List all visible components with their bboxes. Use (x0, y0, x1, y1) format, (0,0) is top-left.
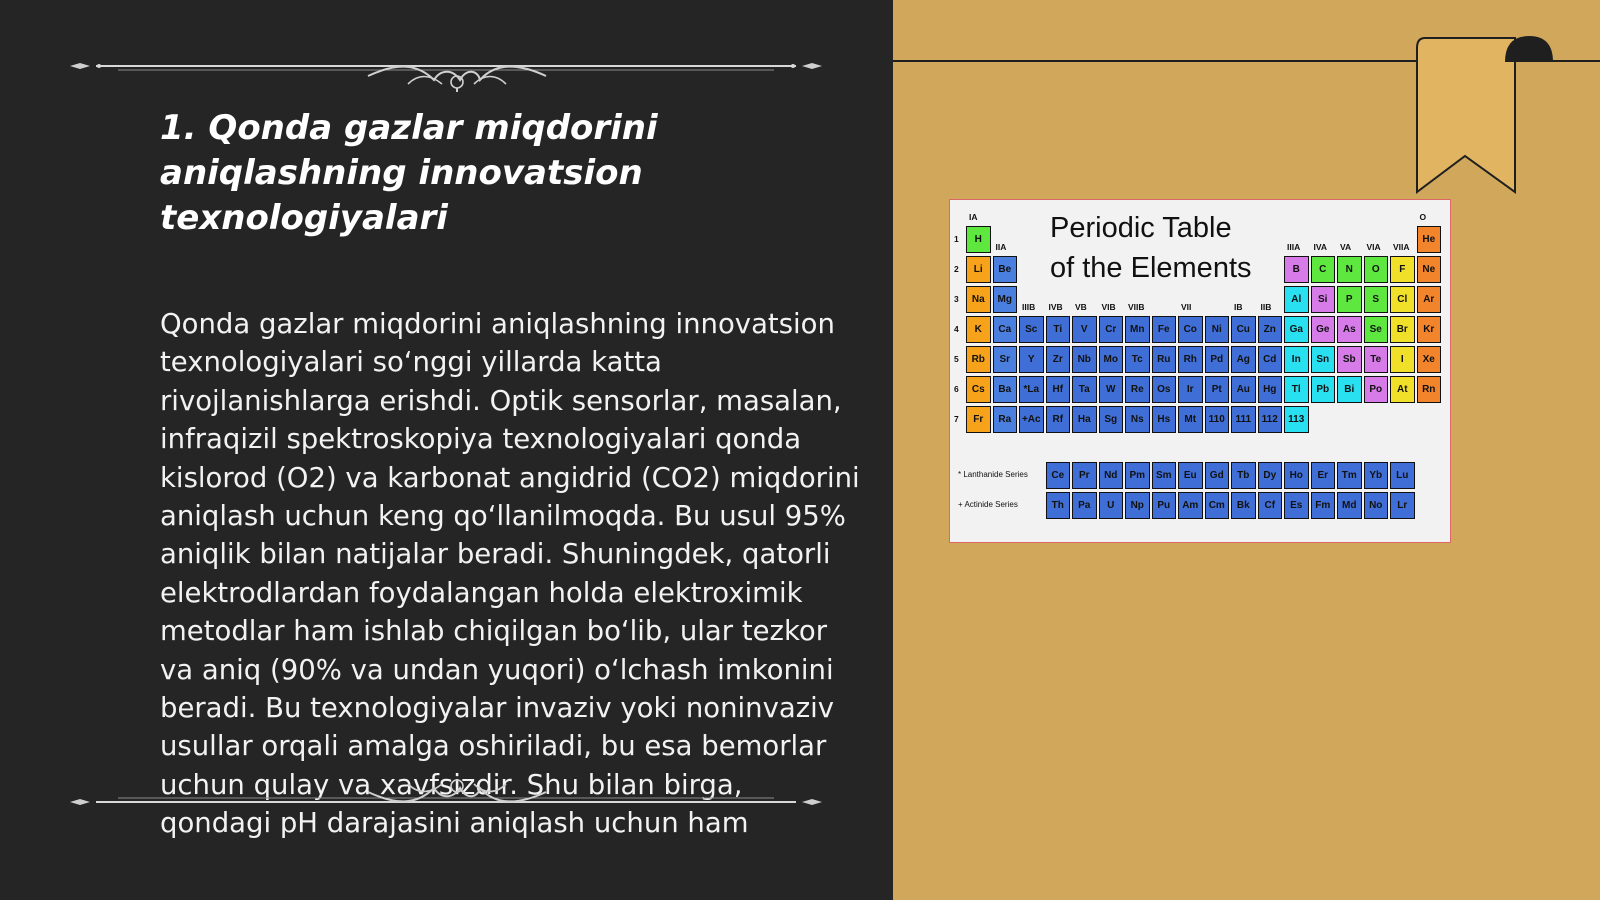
actinide-cell: Lr (1390, 492, 1415, 519)
element-cell: Rb (966, 346, 991, 373)
actinide-cell: Es (1284, 492, 1309, 519)
element-cell: W (1099, 376, 1124, 403)
element-cell: Re (1125, 376, 1150, 403)
element-cell: Ti (1046, 316, 1071, 343)
group-label: VIA (1366, 242, 1381, 252)
element-cell: +Ac (1019, 406, 1044, 433)
element-cell: S (1364, 286, 1389, 313)
period-label: 4 (954, 324, 959, 334)
lanthanide-cell: Eu (1178, 462, 1203, 489)
element-cell: Hf (1046, 376, 1071, 403)
element-cell: Cu (1231, 316, 1256, 343)
element-cell: Ar (1417, 286, 1442, 313)
bottom-ornament-divider (68, 776, 824, 828)
element-cell: Os (1152, 376, 1177, 403)
element-cell: He (1417, 226, 1442, 253)
element-cell: Ag (1231, 346, 1256, 373)
element-cell: Be (993, 256, 1018, 283)
element-cell: Mn (1125, 316, 1150, 343)
actinide-cell: Cf (1258, 492, 1283, 519)
lanthanide-cell: Ce (1046, 462, 1071, 489)
group-label: O (1419, 212, 1427, 222)
actinide-cell: U (1099, 492, 1124, 519)
element-cell: Sb (1337, 346, 1362, 373)
lanthanide-cell: Dy (1258, 462, 1283, 489)
element-cell: V (1072, 316, 1097, 343)
group-label: IVA (1313, 242, 1328, 252)
element-cell: 110 (1205, 406, 1230, 433)
lanthanide-cell: Lu (1390, 462, 1415, 489)
actinide-cell: Bk (1231, 492, 1256, 519)
element-cell: Li (966, 256, 991, 283)
element-cell: Na (966, 286, 991, 313)
periodic-table-image (950, 200, 1450, 542)
lanthanide-cell: Yb (1364, 462, 1389, 489)
group-label: VB (1075, 302, 1087, 312)
element-cell: Hg (1258, 376, 1283, 403)
element-cell: Po (1364, 376, 1389, 403)
actinide-series-label: + Actinide Series (958, 500, 1018, 509)
periodic-table-title: Periodic Table of the Elements (1050, 212, 1252, 284)
slide-body-text: Qonda gazlar miqdorini aniqlashning innovatsion texnologiyalari so‘nggi yillarda katta rivojlanishlarga erishdi. Optik sensorlar, masalan, infraqizil spektroskopiya texnologiyalari qonda kislorod (O2) va karbonat angidrid (CO2) miqdorini aniqlash uchun keng qo‘llanilmoqda. Bu usul 95% aniqlik bilan natijalar beradi. Shuningdek, qatorli elektrodlardan foydalangan holda elektroximik metodlar ham ishlab chiqilgan bo‘lib, ular tezkor va aniq (90% va undan yuqori) o‘lchash imkonini beradi. Bu texnologiyalar invaziv yoki noninvaziv usullar orqali amalga oshiriladi, bu esa bemorlar uchun qulay va xavfsizdir. Shu bilan birga, qondagi pH darajasini aniqlash uchun ham (160, 308, 860, 840)
actinide-cell: Cm (1205, 492, 1230, 519)
element-cell: Te (1364, 346, 1389, 373)
element-cell: In (1284, 346, 1309, 373)
group-label: VIB (1101, 302, 1116, 312)
element-cell: Ge (1311, 316, 1336, 343)
element-cell: Y (1019, 346, 1044, 373)
element-cell: Zn (1258, 316, 1283, 343)
element-cell: Mt (1178, 406, 1203, 433)
period-label: 2 (954, 264, 959, 274)
element-cell: Rf (1046, 406, 1071, 433)
element-cell: B (1284, 256, 1309, 283)
group-label: VIIB (1128, 302, 1145, 312)
element-cell: Br (1390, 316, 1415, 343)
actinide-cell: Pu (1152, 492, 1177, 519)
element-cell: Sc (1019, 316, 1044, 343)
element-cell: Ba (993, 376, 1018, 403)
lanthanide-cell: Pr (1072, 462, 1097, 489)
element-cell: K (966, 316, 991, 343)
group-label: IIA (995, 242, 1007, 252)
lanthanide-cell: Er (1311, 462, 1336, 489)
group-label: IIIB (1022, 302, 1036, 312)
element-cell: Cr (1099, 316, 1124, 343)
element-cell: Ir (1178, 376, 1203, 403)
actinide-cell: Fm (1311, 492, 1336, 519)
lanthanide-cell: Gd (1205, 462, 1230, 489)
lanthanide-cell: Tm (1337, 462, 1362, 489)
element-cell: Tc (1125, 346, 1150, 373)
element-cell: Co (1178, 316, 1203, 343)
element-cell: Cl (1390, 286, 1415, 313)
element-cell: P (1337, 286, 1362, 313)
group-label: VII (1181, 302, 1192, 312)
element-cell: Xe (1417, 346, 1442, 373)
period-label: 7 (954, 414, 959, 424)
group-label: IVB (1048, 302, 1063, 312)
element-cell: Tl (1284, 376, 1309, 403)
element-cell: Cs (966, 376, 991, 403)
element-cell: Al (1284, 286, 1309, 313)
lanthanide-series-label: * Lanthanide Series (958, 470, 1028, 479)
element-cell: Sg (1099, 406, 1124, 433)
element-cell: Ru (1152, 346, 1177, 373)
element-cell: 112 (1258, 406, 1283, 433)
element-cell: Ra (993, 406, 1018, 433)
element-cell: Zr (1046, 346, 1071, 373)
group-label: VIIA (1393, 242, 1410, 252)
element-cell: Sn (1311, 346, 1336, 373)
element-cell: Ni (1205, 316, 1230, 343)
period-label: 1 (954, 234, 959, 244)
actinide-cell: No (1364, 492, 1389, 519)
element-cell: Bi (1337, 376, 1362, 403)
element-cell: O (1364, 256, 1389, 283)
lanthanide-cell: Ho (1284, 462, 1309, 489)
period-label: 6 (954, 384, 959, 394)
element-cell: Hs (1152, 406, 1177, 433)
element-cell: Fe (1152, 316, 1177, 343)
group-label: IIB (1260, 302, 1272, 312)
element-cell: Cd (1258, 346, 1283, 373)
element-cell: Rn (1417, 376, 1442, 403)
element-cell: As (1337, 316, 1362, 343)
group-label: VA (1340, 242, 1352, 252)
element-cell: I (1390, 346, 1415, 373)
element-cell: Pd (1205, 346, 1230, 373)
element-cell: Se (1364, 316, 1389, 343)
element-cell: N (1337, 256, 1362, 283)
period-label: 3 (954, 294, 959, 304)
group-label: IIIA (1287, 242, 1301, 252)
top-ornament-divider (68, 40, 824, 92)
element-cell: Ne (1417, 256, 1442, 283)
element-cell: Ga (1284, 316, 1309, 343)
element-cell: 111 (1231, 406, 1256, 433)
lanthanide-cell: Tb (1231, 462, 1256, 489)
actinide-cell: Np (1125, 492, 1150, 519)
element-cell: Mg (993, 286, 1018, 313)
element-cell: C (1311, 256, 1336, 283)
lanthanide-cell: Sm (1152, 462, 1177, 489)
element-cell: 113 (1284, 406, 1309, 433)
element-cell: At (1390, 376, 1415, 403)
element-cell: Ca (993, 316, 1018, 343)
element-cell: Nb (1072, 346, 1097, 373)
element-cell: Rh (1178, 346, 1203, 373)
actinide-cell: Md (1337, 492, 1362, 519)
element-cell: Ha (1072, 406, 1097, 433)
period-label: 5 (954, 354, 959, 364)
actinide-cell: Pa (1072, 492, 1097, 519)
actinide-cell: Th (1046, 492, 1071, 519)
group-label: IB (1234, 302, 1243, 312)
actinide-cell: Am (1178, 492, 1203, 519)
slide-title: 1. Qonda gazlar miqdorini aniqlashning innovatsion texnologiyalari (160, 108, 658, 238)
element-cell: *La (1019, 376, 1044, 403)
group-label: IA (969, 212, 978, 222)
element-cell: F (1390, 256, 1415, 283)
element-cell: Mo (1099, 346, 1124, 373)
lanthanide-cell: Pm (1125, 462, 1150, 489)
element-cell: Ns (1125, 406, 1150, 433)
lanthanide-cell: Nd (1099, 462, 1124, 489)
element-cell: H (966, 226, 991, 253)
element-cell: Si (1311, 286, 1336, 313)
element-cell: Sr (993, 346, 1018, 373)
element-cell: Ta (1072, 376, 1097, 403)
dark-tab-icon (1503, 34, 1555, 64)
element-cell: Au (1231, 376, 1256, 403)
element-cell: Kr (1417, 316, 1442, 343)
element-cell: Pb (1311, 376, 1336, 403)
element-cell: Fr (966, 406, 991, 433)
element-cell: Pt (1205, 376, 1230, 403)
